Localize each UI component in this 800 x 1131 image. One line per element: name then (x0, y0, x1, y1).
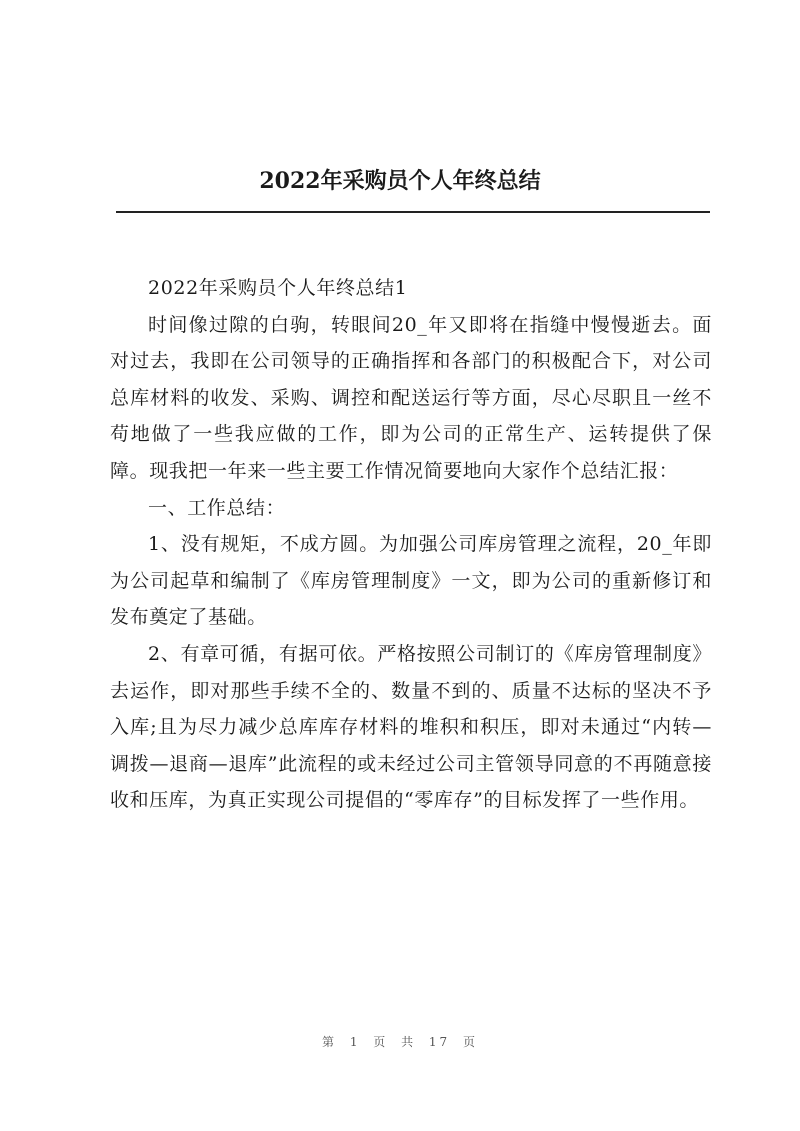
title-divider (116, 211, 710, 213)
paragraph-item-2: 2、有章可循，有据可依。严格按照公司制订的《库房管理制度》去运作，即对那些手续不全的、数量不到的、质量不达标的坚决不予入库;且为尽力减少总库库存材料的堆积和积压，即对未通过“内转—调拨—退商—退库”此流程的或未经过公司主管领导同意的不再随意接收和压库，为真正实现公司提倡的“零库存”的目标发挥了一些作用。 (110, 642, 712, 812)
document-body (110, 270, 712, 819)
paragraph-subtitle: 2022年采购员个人年终总结1 (148, 277, 408, 299)
paragraph-intro: 时间像过隙的白驹，转眼间20_年又即将在指缝中慢慢逝去。面对过去，我即在公司领导的正确指挥和各部门的积极配合下，对公司总库材料的收发、采购、调控和配送运行等方面，尽心尽职且一丝不苟地做了一些我应做的工作，即为公司的正常生产、运转提供了保障。现我把一年来一些主要工作情况简要地向大家作个总结汇报： (110, 313, 712, 482)
paragraph-section-heading: 一、工作总结： (148, 496, 286, 519)
page-title: 2022年采购员个人年终总结 (259, 168, 541, 194)
paragraph-item-1: 1、没有规矩，不成方圆。为加强公司库房管理之流程，20_年即为公司起草和编制了《库房管理制度》一文，即为公司的重新修订和发布奠定了基础。 (110, 533, 712, 629)
page-number-footer: 第 1 页 共 17 页 (322, 1035, 478, 1049)
